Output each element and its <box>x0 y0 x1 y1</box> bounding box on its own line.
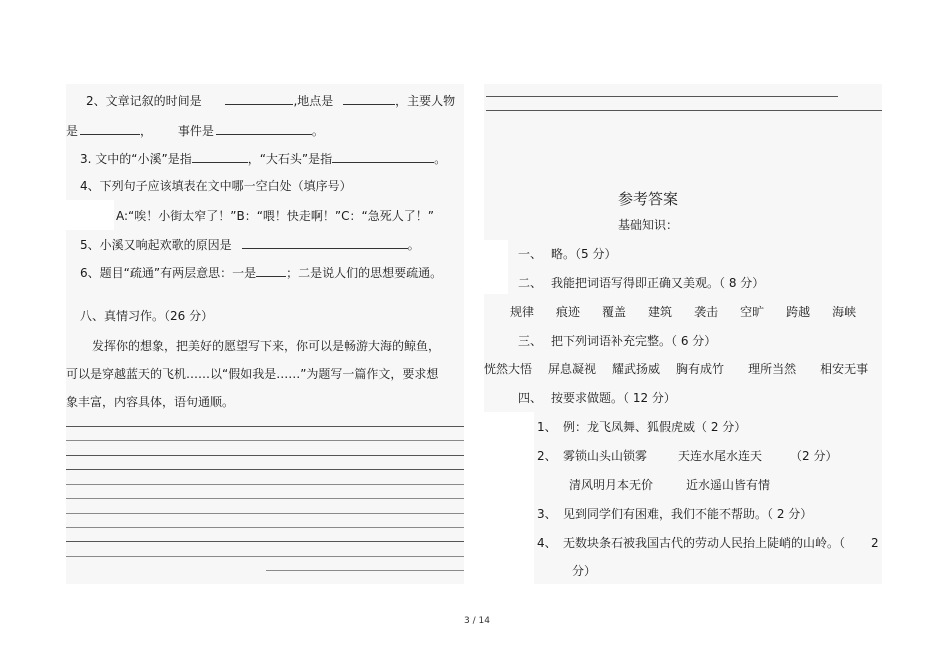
q3-text-b: ，“大石头”是指 <box>247 152 333 166</box>
q2-people-blank <box>80 122 140 135</box>
writing-line <box>66 469 464 470</box>
q5-blank <box>242 236 408 249</box>
writing-line <box>66 440 464 441</box>
q2-text-c: ，主要人物 <box>395 94 456 108</box>
q2-text-d: 是 <box>66 124 79 138</box>
word-item: 海峡 <box>832 305 857 319</box>
q2-time-blank <box>225 92 293 105</box>
word-item: 恍然大悟 <box>484 362 533 376</box>
word-item: 屏息凝视 <box>548 362 597 376</box>
word-item: 规律 <box>510 305 535 319</box>
word-item: 胸有成竹 <box>676 362 725 376</box>
q6-text-a: 6、题目“疏通”有两层意思：一是 <box>80 266 257 280</box>
s1-text: 略。（5 分） <box>551 247 617 261</box>
writing-line <box>66 556 464 557</box>
a4-score-unit: 分） <box>572 564 597 578</box>
s4-text: 按要求做题。（ 12 分） <box>551 391 676 405</box>
q4-line: 4、下列句子应该填表在文中哪一空白处（填序号） <box>80 179 352 193</box>
q5-text-b: 。 <box>407 238 420 252</box>
word-item: 空旷 <box>740 305 765 319</box>
essay-line-1: 发挥你的想象，把美好的愿望写下来，你可以是畅游大海的鲸鱼， <box>92 339 441 353</box>
q3-line <box>80 150 446 167</box>
right-bottom-notch <box>534 584 884 590</box>
q6-line <box>80 264 442 281</box>
page-number: 3 / 14 <box>464 616 490 626</box>
word-item: 理所当然 <box>748 362 797 376</box>
a2-num: 2、 <box>537 449 557 463</box>
s3-text: 把下列词语补充完整。（ 6 分） <box>551 334 717 348</box>
q3-text-c: 。 <box>434 152 447 166</box>
writing-line <box>66 527 464 528</box>
word-item: 相安无事 <box>820 362 869 376</box>
q5-text-a: 5、小溪又响起欢歌的原因是 <box>80 238 232 252</box>
q3-text-a: 3. 文中的“小溪”是指 <box>80 152 192 166</box>
header-rule-top <box>486 96 838 97</box>
word-item: 覆盖 <box>602 305 627 319</box>
a4-score-number: 2 <box>871 536 879 550</box>
a4-text: 无数块条石被我国古代的劳动人民抬上陡峭的山岭。（ <box>563 536 846 550</box>
s3-word-row <box>484 361 890 377</box>
q2-text-g: 。 <box>311 124 324 138</box>
q6-blank <box>256 264 286 277</box>
word-item: 袭击 <box>694 305 719 319</box>
a2-pair2: 天连水尾水连天 <box>678 449 763 463</box>
a2-pair1: 雾锁山头山锁雾 <box>563 449 648 463</box>
q2-text-f: 事件是 <box>177 124 214 138</box>
q2-text-a: 2、文章记叙的时间是 <box>86 94 202 108</box>
writing-line <box>66 513 464 514</box>
s2-word-row <box>510 304 878 320</box>
q3-stone-blank <box>332 150 434 163</box>
writing-line <box>66 498 464 499</box>
section8-heading: 八、真情习作。（26 分） <box>80 309 214 323</box>
essay-line-3: 象丰富，内容具体，语句通顺。 <box>66 395 235 409</box>
s4-num: 四、 <box>518 391 543 405</box>
header-rule-bottom <box>486 110 882 111</box>
word-item: 痕迹 <box>556 305 581 319</box>
right-margin-notch-1 <box>480 240 508 294</box>
q2-line2 <box>66 122 324 139</box>
s3-num: 三、 <box>518 334 543 348</box>
answer-title: 参考答案 <box>618 190 679 208</box>
writing-line <box>266 570 464 571</box>
q5-line <box>80 236 420 253</box>
a2-score: （2 分） <box>790 449 838 463</box>
s2-text: 我能把词语写得即正确又美观。（ 8 分） <box>551 276 765 290</box>
q6-text-b: ；二是说人们的思想要疏通。 <box>286 266 443 280</box>
essay-line-2: 可以是穿越蓝天的飞机……以“假如我是……”为题写一篇作文，要求想 <box>66 367 439 381</box>
a1-text: 例：龙飞凤舞、狐假虎威（ 2 分） <box>563 420 747 434</box>
right-margin-notch-2 <box>480 412 534 586</box>
writing-line <box>66 541 464 542</box>
word-item: 跨越 <box>786 305 811 319</box>
q3-stream-blank <box>192 150 248 163</box>
a3-text: 见到同学们有困难，我们不能不帮助。（ 2 分） <box>563 507 813 521</box>
a2-pair4: 近水遥山皆有情 <box>686 478 771 492</box>
q2-text-b: ,地点是 <box>293 94 334 108</box>
writing-line <box>66 455 464 456</box>
q2-event-blank <box>216 122 312 135</box>
writing-line <box>66 484 464 485</box>
left-margin-notch <box>64 200 114 230</box>
s1-num: 一、 <box>518 247 543 261</box>
q2-text-e: ， <box>140 124 153 138</box>
writing-line <box>66 426 464 427</box>
q4-options: A:“唉！小街太窄了！”B：“喂！快走啊！”C：“急死人了！” <box>116 209 434 223</box>
word-item: 建筑 <box>648 305 673 319</box>
a1-num: 1、 <box>537 420 557 434</box>
a3-num: 3、 <box>537 507 557 521</box>
a4-num: 4、 <box>537 536 557 550</box>
word-item: 耀武扬威 <box>612 362 661 376</box>
s2-num: 二、 <box>518 276 543 290</box>
q2-line1 <box>86 92 455 109</box>
answer-subtitle: 基础知识： <box>618 218 679 232</box>
a2-pair3: 清风明月本无价 <box>569 478 654 492</box>
q2-place-blank <box>343 92 395 105</box>
